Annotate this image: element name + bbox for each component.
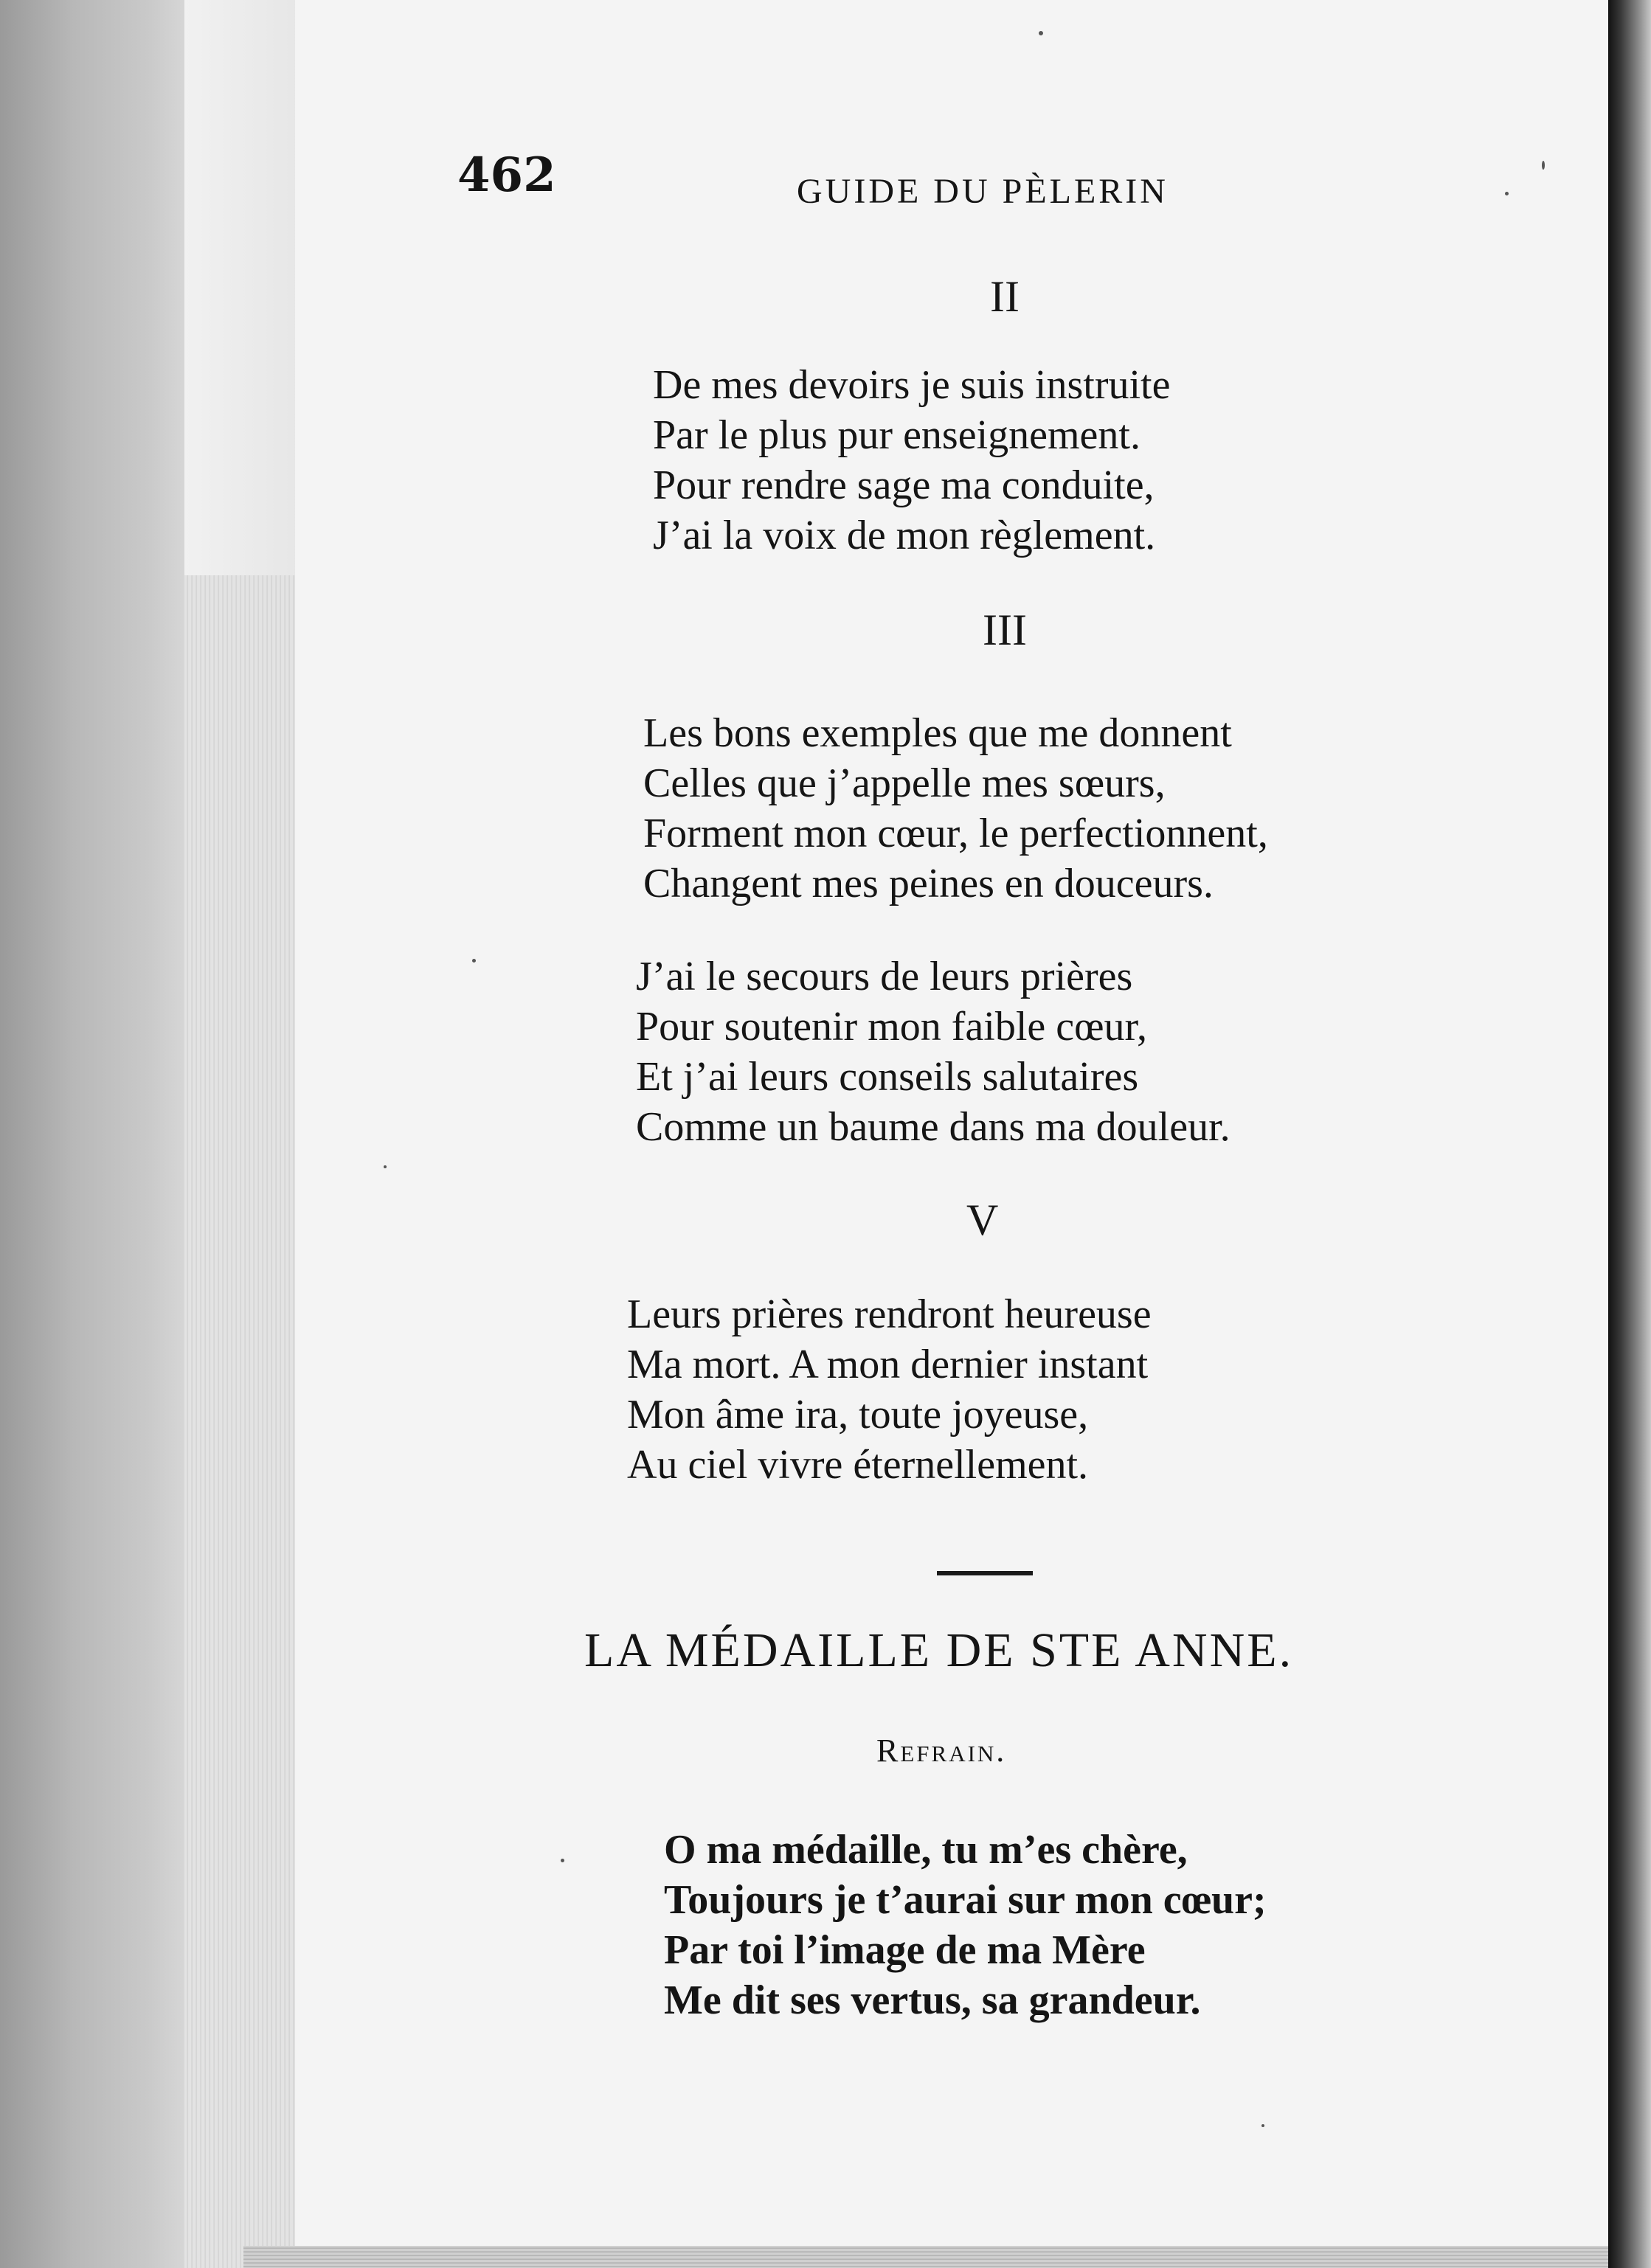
bottom-page-edges	[243, 2246, 1608, 2268]
verse-line: Mon âme ira, toute joyeuse,	[627, 1392, 1089, 1438]
verse-line: Par le plus pur enseignement.	[653, 412, 1141, 458]
stanza-v	[627, 1289, 1152, 1490]
stanza-numeral-ii: II	[990, 272, 1020, 321]
stanza-ii	[653, 360, 1170, 561]
verse-line: Forment mon cœur, le perfectionnent,	[643, 811, 1268, 856]
refrain-line: O ma médaille, tu m’es chère,	[664, 1827, 1188, 1873]
refrain-label: Refrain.	[876, 1733, 1007, 1769]
stanza-numeral-iii: III	[983, 606, 1027, 654]
scan-background-left	[0, 0, 184, 2268]
page-number: 462	[457, 148, 556, 203]
book-gutter-shadow	[1608, 0, 1651, 2268]
verse-line: Changent mes peines en douceurs.	[643, 861, 1214, 906]
verse-line: Les bons exemples que me donnent	[643, 710, 1232, 756]
stanza-iii	[643, 708, 1268, 909]
verse-line: J’ai le secours de leurs prières	[636, 954, 1133, 999]
refrain	[664, 1825, 1267, 2025]
verse-line: Pour soutenir mon faible cœur,	[636, 1004, 1147, 1050]
verse-line: Comme un baume dans ma douleur.	[636, 1104, 1231, 1150]
verse-line: Celles que j’appelle mes sœurs,	[643, 760, 1166, 806]
section-divider	[937, 1571, 1033, 1575]
song-title: LA MÉDAILLE DE STE ANNE.	[584, 1623, 1294, 1677]
verse-line: Pour rendre sage ma conduite,	[653, 462, 1155, 508]
verse-line: Et j’ai leurs conseils salutaires	[636, 1054, 1139, 1100]
stanza-numeral-v: V	[966, 1196, 999, 1244]
running-title: GUIDE DU PÈLERIN	[797, 172, 1169, 211]
verse-line: Ma mort. A mon dernier instant	[627, 1342, 1149, 1387]
stanza-iv	[636, 951, 1231, 1152]
verse-line: Au ciel vivre éternellement.	[627, 1442, 1089, 1488]
refrain-line: Me dit ses vertus, sa grandeur.	[664, 1977, 1201, 2023]
refrain-line: Toujours je t’aurai sur mon cœur;	[664, 1877, 1267, 1923]
refrain-line: Par toi l’image de ma Mère	[664, 1927, 1146, 1973]
verse-line: Leurs prières rendront heureuse	[627, 1291, 1152, 1337]
facing-page-corner	[184, 0, 302, 575]
verse-line: J’ai la voix de mon règlement.	[653, 513, 1156, 558]
verse-line: De mes devoirs je suis instruite	[653, 362, 1171, 408]
